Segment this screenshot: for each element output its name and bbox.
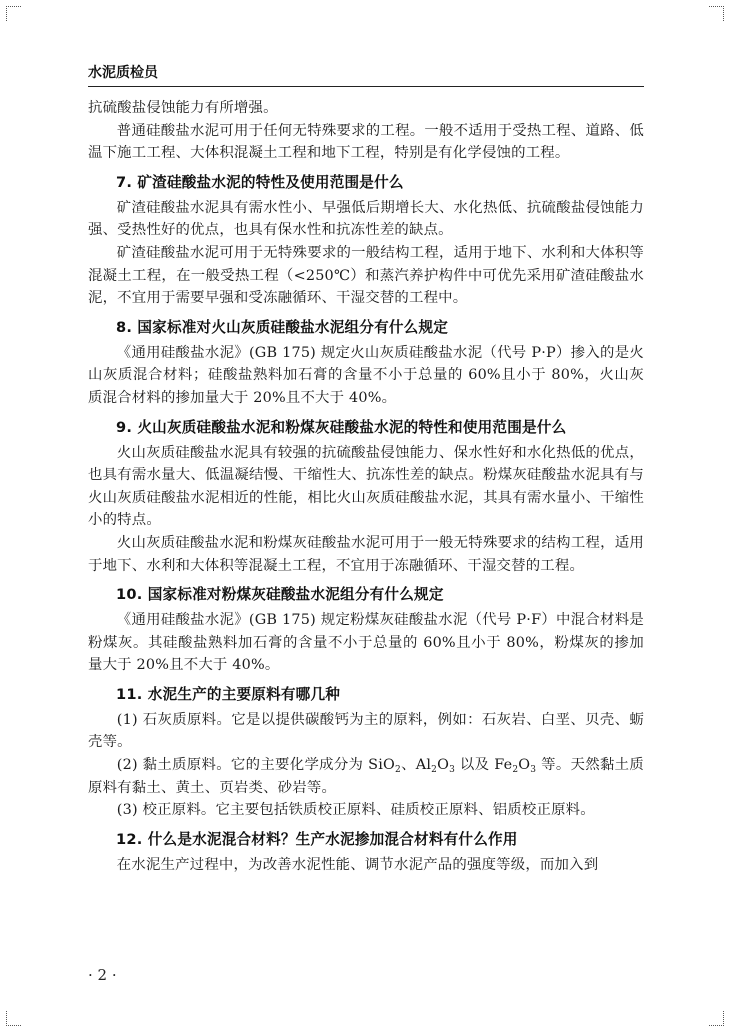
crop-mark-bottom-left (6, 1011, 21, 1026)
paragraph: 火山灰质硅酸盐水泥和粉煤灰硅酸盐水泥可用于一般无特殊要求的结构工程，适用于地下、水利和大体积等混凝土工程，不宜用于冻融循环、干湿交替的工程。 (88, 534, 644, 574)
section-heading: 11. 水泥生产的主要原料有哪几种 (116, 685, 341, 703)
section-heading: 9. 火山灰质硅酸盐水泥和粉煤灰硅酸盐水泥的特性和使用范围是什么 (116, 418, 567, 436)
subscript: 2 (431, 765, 438, 776)
text-run: O (518, 757, 531, 774)
crop-mark-top-left (6, 6, 21, 21)
text-run: (2) 黏土质原料。它的主要化学成分为 SiO (116, 757, 396, 774)
paragraph: 矿渣硅酸盐水泥可用于无特殊要求的一般结构工程，适用于地下、水利和大体积等混凝土工程，在一般受热工程（<250℃）和蒸汽养护构件中可优先采用矿渣硅酸盐水泥，不宜用于需要早强和受冻融循环、干湿交替的工程中。 (88, 244, 644, 307)
section-heading: 10. 国家标准对粉煤灰硅酸盐水泥组分有什么规定 (116, 586, 444, 604)
text-run: 等。天然黏土质原料有黏土、黄土、页岩类、砂岩等。 (88, 757, 644, 796)
section-heading: 8. 国家标准对火山灰质硅酸盐水泥组分有什么规定 (116, 318, 449, 336)
section-heading: 7. 矿渣硅酸盐水泥的特性及使用范围是什么 (116, 173, 404, 191)
subscript: 3 (449, 765, 456, 776)
paragraph: 普通硅酸盐水泥可用于任何无特殊要求的工程。一般不适用于受热工程、道路、低温下施工工程、大体积混凝土工程和地下工程，特别是有化学侵蚀的工程。 (88, 122, 644, 162)
paragraph: (3) 校正原料。它主要包括铁质校正原料、硅质校正原料、铝质校正原料。 (116, 802, 595, 819)
paragraph: 在水泥生产过程中，为改善水泥性能、调节水泥产品的强度等级，而加入到 (116, 856, 599, 873)
text-run: 以及 Fe (455, 757, 513, 774)
crop-mark-bottom-right (709, 1011, 724, 1026)
paragraph: 抗硫酸盐侵蚀能力有所增强。 (88, 100, 278, 116)
paragraph: 矿渣硅酸盐水泥具有需水性小、早强低后期增长大、水化热低、抗硫酸盐侵蚀能力强、受热性好的优点，也具有保水性和抗冻性差的缺点。 (88, 199, 644, 239)
running-header: 水泥质检员 (88, 65, 158, 81)
text-run: 、Al (400, 757, 432, 774)
paragraph: 《通用硅酸盐水泥》(GB 175) 规定火山灰质硅酸盐水泥（代号 P·P）掺入的是火山灰质混合材料；硅酸盐熟料加石膏的含量不小于总量的 60%且小于 80%，火山灰质混合材料的掺加量大于 20%且不大于 40%。 (88, 344, 644, 406)
header-rule (88, 86, 644, 87)
paragraph: (1) 石灰质原料。它是以提供碳酸钙为主的原料，例如：石灰岩、白垩、贝壳、蛎壳等。 (88, 711, 644, 751)
paragraph: 火山灰质硅酸盐水泥具有较强的抗硫酸盐侵蚀能力、保水性好和水化热低的优点，也具有需水量大、低温凝结慢、干缩性大、抗冻性差的缺点。粉煤灰硅酸盐水泥具有与火山灰质硅酸盐水泥相近的性能，相比火山灰质硅酸盐水泥，其具有需水量小、干缩性小的特点。 (88, 444, 644, 529)
paragraph: 《通用硅酸盐水泥》(GB 175) 规定粉煤灰硅酸盐水泥（代号 P·F）中混合材料是粉煤灰。其硅酸盐熟料加石膏的含量不小于总量的 60%且小于 80%，粉煤灰的掺加量大于 20%且不大于 40%。 (88, 612, 644, 674)
section-heading: 12. 什么是水泥混合材料？生产水泥掺加混合材料有什么作用 (116, 830, 518, 848)
crop-mark-top-right (709, 6, 724, 21)
subscript: 2 (512, 765, 519, 776)
page-body (88, 97, 644, 876)
paragraph (88, 754, 644, 799)
page-number: · 2 · (88, 966, 117, 984)
text-run: O (437, 757, 450, 774)
subscript: 3 (530, 765, 537, 776)
subscript: 2 (395, 765, 401, 776)
